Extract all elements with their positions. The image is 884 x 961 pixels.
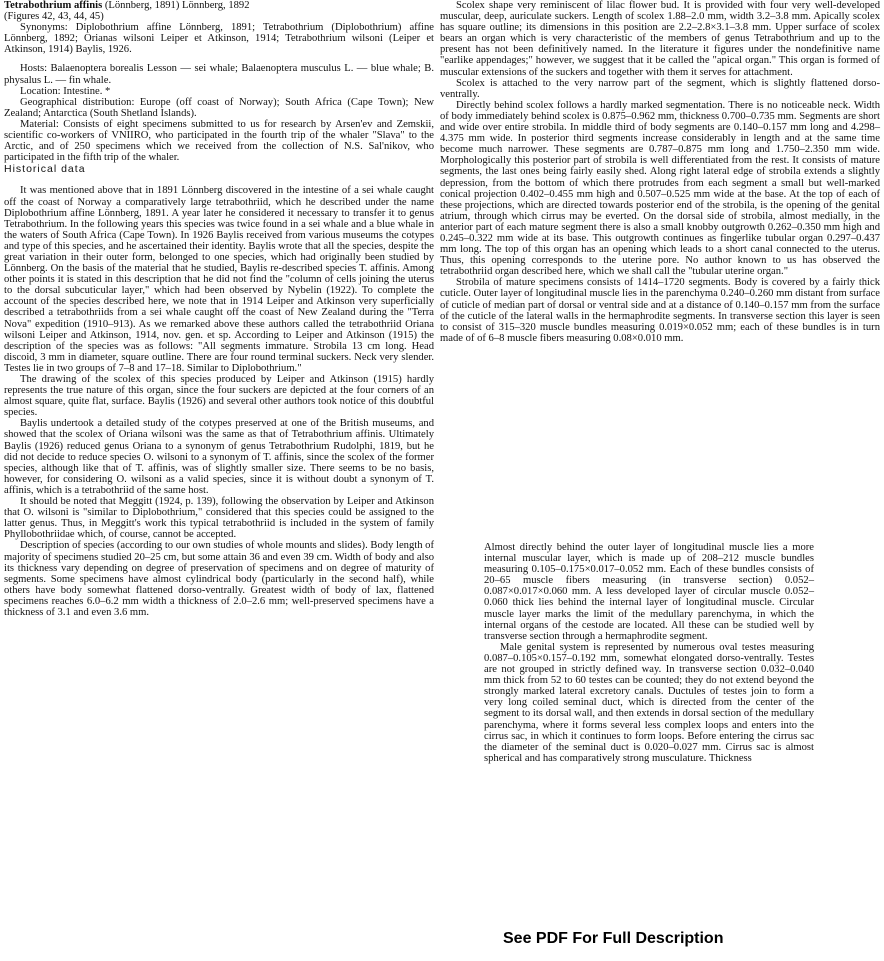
scolex-attachment-paragraph: Scolex is attached to the very narrow part of the segment, which is slightly flattened dorso-ventrally.: [440, 77, 880, 100]
species-name: Tetrabothrium affinis: [4, 0, 103, 11]
strobila-paragraph: Strobila of mature specimens consists of 1414–1720 segments. Body is covered by a fairly thick cuticle. Outer layer of longitudinal muscle lies in the parenchyma 0.240–0.260 mm distant from surface of cuticle of median part of dorsal or ventral side and at a distance of 0.140–0.157 mm from the surface of the cuticle of the lateral walls in the hermaphrodite segments. In transverse section this layer is seen to consist of 315–320 muscle bundles measuring 0.019×0.052 mm; each of these bundles is in turn made of of 6–8 muscle fibers measuring 0.08×0.010 mm.: [440, 277, 880, 344]
history-paragraph-3: Baylis undertook a detailed study of the cotypes preserved at one of the British museums, and showed that the scolex of Oriana wilsoni was the same as that of Tetrabothrium affinis. Ultimately Baylis (1926) reduced genus Oriana to a synonym of genus Tetrabothrium Rudolphi, 1819, but he did not decide to reduce species O. wilsoni to a synonym of T. affinis, since the scolex of the former species, although like that of T. affinis, was of slightly smaller size. There seems to be no basis, however, for considering O. wilsoni as a valid species, since it is without doubt a synonym of T. affinis, which is a tetrabothriid of the same host.: [4, 418, 434, 496]
section-heading: Historical data: [4, 163, 86, 176]
history-paragraph-2: The drawing of the scolex of this species produced by Leiper and Atkinson (1915) hardly represents the true nature of this organ, since the four suckers are depicted at the four corners of an almost square, quite flat, surface. Baylis (1926) and several other authors took notice of this doubtful species.: [4, 374, 434, 419]
male-genital-paragraph: Male genital system is represented by numerous oval testes measuring 0.087–0.105×0.157–0.192 mm, somewhat elongated dorso-ventrally. Testes are not grouped in strictly defined way. In transverse section 0.032–0.040 mm thick from 52 to 60 testes can be counted; they do not extend beyond the strongly marked lateral excretory canals. Ductules of testes join to form a very long coiled seminal duct, which is directed from the center of the segment to its dorsal wall, and then extends in dorsal section of the medullary parenchyma, where it forms several less complex loops and enters into the cirrus sac, in which it continues to form loops. Before entering the cirrus sac the diameter of the seminal duct is 0.020–0.027 mm. Cirrus sac is almost spherical and has comparatively strong musculature. Thickness: [484, 641, 814, 764]
right-column: [440, 0, 880, 344]
right-narrow-column: [484, 542, 814, 764]
left-column: [4, 0, 434, 618]
scolex-paragraph: Scolex shape very reminiscent of lilac flower bud. It is provided with four very well-developed muscular, deep, auriculate suckers. Length of scolex 1.88–2.0 mm, width 3.2–3.8 mm. Apically scolex has square outline; its dimensions in this position are 2.2–2.8×3.1–3.8 mm. Upper surface of scolex bears an organ which is very characteristic of the members of genus Tetrabothrium and up to the present has not been definitively named. In the literature it figures under the nondefinitive name "earlike appendages;" however, we suggest that it be called the "apical organ." This organ is formed of muscular extensions of the suckers and together with them it serves for attachment.: [440, 0, 880, 78]
material-paragraph: Material: Consists of eight specimens submitted to us for research by Arsen'ev and Zemskii, scientific co-workers of VNIIRO, who participated in the fourth trip of the whaler "Slava" to the Arctic, and of 250 specimens which we received from the collection of N.S. Sal'nikov, who participated in the fifth trip of the whaler.: [4, 118, 434, 164]
species-authority: (Lönnberg, 1891) Lönnberg, 1892: [102, 0, 250, 11]
species-title: [4, 0, 434, 11]
geographical-distribution: Geographical distribution: Europe (off coast of Norway); South Africa (Cape Town); New Zealand; Antarctica (South Shetland Islands).: [4, 96, 434, 119]
hosts-paragraph: Hosts: Balaenoptera borealis Lesson — sei whale; Balaenoptera musculus L. — blue whale; B. physalus L. — fin whale.: [4, 63, 434, 86]
location-paragraph: Location: Intestine. *: [20, 85, 111, 97]
muscle-layer-paragraph: Almost directly behind the outer layer of longitudinal muscle lies a more internal muscular layer, which is made up of 208–212 muscle bundles measuring 0.105–0.175×0.017–0.052 mm. Each of these bundles consists of 20–65 muscle fibers measuring (in transverse section) 0.052–0.087×0.017×0.060 mm. A less developed layer of circular muscle 0.052–0.060 thick lies behind the internal layer of longitudinal muscle. Circular muscle layer marks the limit of the medullary parenchyma, in which the internal organs of the cestode are located. All these can be studied well by transverse section through a hermaphrodite segment.: [484, 542, 814, 642]
synonyms-paragraph: Synonyms: Diplobothrium affine Lönnberg, 1891; Tetrabothrium (Diplobothrium) affine Lönnberg, 1892; Orianas wilsoni Leiper et Atkinson, 1914; Tetrabothrium wilsoni (Leiper et Atkinson, 1914) Baylis, 1926.: [4, 22, 434, 56]
description-paragraph: Description of species (according to our own studies of whole mounts and slides). Body length of majority of specimens studied 20–25 cm, but some attain 36 and even 39 cm. Width of body and also its thickness vary depending on degree of preservation of specimens and on degree of maturity of segments. Some specimens have almost cylindrical body (particularly in the second half), while others have body somewhat flattened dorso-ventrally. Greatest width of body of lax, flattened specimens reaches 6.0–6.2 mm width a thickness of 2.0–2.6 mm; well-preserved specimens have a thickness of 3.1 and even 3.6 mm.: [4, 540, 434, 618]
history-paragraph-1: It was mentioned above that in 1891 Lönnberg discovered in the intestine of a sei whale caught off the coast of Norway a comparatively large tetrabothriid, which he described under the name Diplobothrium affine Lönnberg, 1891. A year later he considered it necessary to transfer it to genus Tetrabothrium. In the following years this species was twice found in a sei whale and a blue whale in the waters of South Africa (Cape Town). In 1926 Baylis received from various museums the cotypes and type of this species, and he ascertained their identity. Baylis wrote that all the species, despite the great variation in their outer form, belonged to one species, which had originally been studied by Lönnberg. On the basis of the material that he studied, Baylis re-described species T. affinis. Among other points it is stated in this description that he did not find the "column of cells joining the uterus to the dorsal subcuticular layer," which had been observed by Nybelin (1922). To complete the account of the species described here, we note that in 1914 Leiper and Atkinson very superficially described a tetrabothriids from a sei whale caught off the coast of New Zealand during the "Terra Nova" expedition (1910–913). As we remarked above these authors called the tetrabothriid Oriana wilsoni Leiper and Atkinson, 1914, nov. gen. et sp. According to Leiper and Atkinson (1915) the description of the species was as follows: "All segments immature. Strobila 13 cm long. Head discoid, 3 mm in diameter, square outline. There are four round terminal suckers. Neck very slender. Testes lie in two groups of 7–8 and 17–18. Similar to Diplobothrium.": [4, 185, 434, 374]
see-pdf-notice: See PDF For Full Description: [503, 930, 724, 947]
history-paragraph-4: It should be noted that Meggitt (1924, p. 139), following the observation by Leiper and Atkinson that O. wilsoni is "similar to Diplobothrium," considered that this species could be assigned to the latter genus. Thus, in Meggitt's work this typical tetrabothriid is included in the system of family Phyllobothriidae which, of course, cannot be accepted.: [4, 496, 434, 541]
segmentation-paragraph: Directly behind scolex follows a hardly marked segmentation. There is no noticeable neck. Width of body immediately behind scolex is 0.875–0.962 mm, thickness 0.700–0.735 mm. Segments are short and wide over entire strobila. In middle third of body segments are 0.140–0.157 mm long and 4.298–4.375 mm wide. In posterior third segments increase considerably in length and at the same time become much narrower. These segments are 0.787–0.875 mm long and 1.750–2.350 mm wide. Morphologically this posterior part of strobila is well differentiated from the rest. It consists of mature segments, the last ones being fairly easily shed. Along right lateral edge of strobila extends a slightly depression, from the bottom of which there protrudes from each segment a small but well-marked conical projection 0.402–0.455 mm high and 0.507–0.525 mm wide at the base. At the top of each of these projections, which are directed towards posterior end of the strobila, is the opening of the genital atrium, through which cirrus may be everted. On the dorsal side of strobila, almost medially, in the anterior part of each mature segment there is also a small knobby outgrowth 0.262–0.350 mm high and 0.245–0.322 mm wide at its base. This outgrowth continues as fingerlike tubular organ 0.297–0.437 mm long. The top of this organ has an opening which leads to a short canal connected to the uterus. Thus, this opening corresponds to the uterine pore. No author known to us has observed the tetrabothriid organ described here, which we shall call the "tubular uterine organ.": [440, 99, 880, 278]
figures-reference: (Figures 42, 43, 44, 45): [4, 11, 104, 23]
